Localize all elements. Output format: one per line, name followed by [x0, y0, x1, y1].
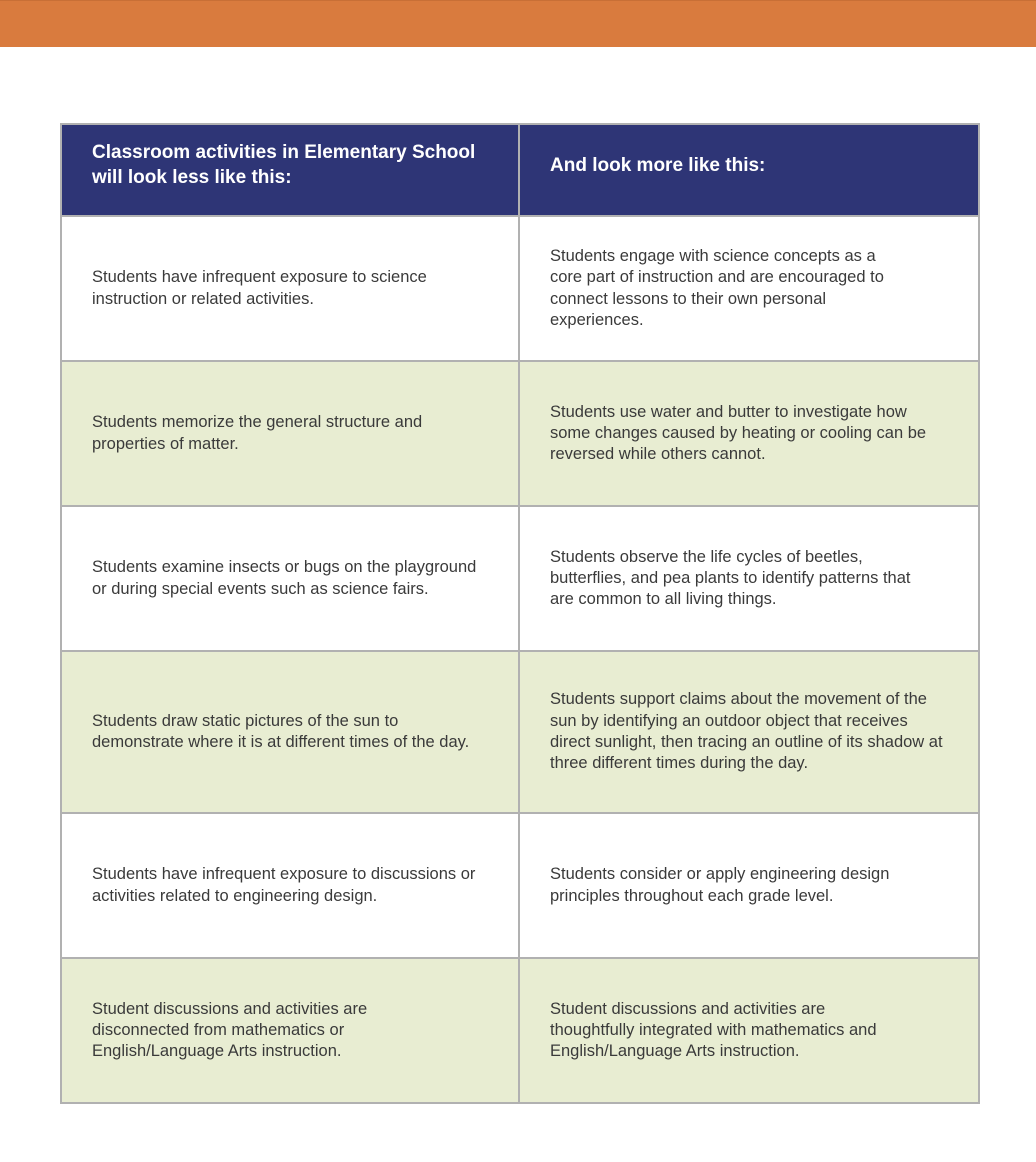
header-more-like-this	[519, 124, 979, 216]
table-row	[61, 651, 979, 813]
cell-more: Student discussions and activities are thoughtfully integrated with mathematics and English/Language Arts instruction.	[519, 958, 979, 1103]
cell-less: Students memorize the general structure and properties of matter.	[61, 361, 519, 506]
table-header-row	[61, 124, 979, 216]
header-more-label: And look more like this:	[550, 154, 766, 176]
cell-more: Students support claims about the movement of the sun by identifying an outdoor object that receives direct sunlight, then tracing an outline of its shadow at three different times during the day.	[519, 651, 979, 813]
header-less-like-this	[61, 124, 519, 216]
table-row	[61, 813, 979, 958]
cell-less: Students draw static pictures of the sun to demonstrate where it is at different times of the day.	[61, 651, 519, 813]
cell-less: Students have infrequent exposure to discussions or activities related to engineering design.	[61, 813, 519, 958]
table-row	[61, 216, 979, 361]
cell-more: Students use water and butter to investigate how some changes caused by heating or cooling can be reversed while others cannot.	[519, 361, 979, 506]
cell-more: Students engage with science concepts as a core part of instruction and are encouraged to connect lessons to their own personal experiences.	[519, 216, 979, 361]
header-less-label: Classroom activities in Elementary School will look less like this:	[92, 142, 476, 188]
cell-more: Students consider or apply engineering design principles throughout each grade level.	[519, 813, 979, 958]
cell-less: Students examine insects or bugs on the playground or during special events such as science fairs.	[61, 506, 519, 651]
table-row	[61, 506, 979, 651]
cell-less: Student discussions and activities are disconnected from mathematics or English/Language Arts instruction.	[61, 958, 519, 1103]
comparison-table	[60, 123, 980, 1104]
top-decorative-band	[0, 0, 1036, 47]
table-row	[61, 958, 979, 1103]
cell-less: Students have infrequent exposure to science instruction or related activities.	[61, 216, 519, 361]
cell-more: Students observe the life cycles of beetles, butterflies, and pea plants to identify patterns that are common to all living things.	[519, 506, 979, 651]
table-row	[61, 361, 979, 506]
